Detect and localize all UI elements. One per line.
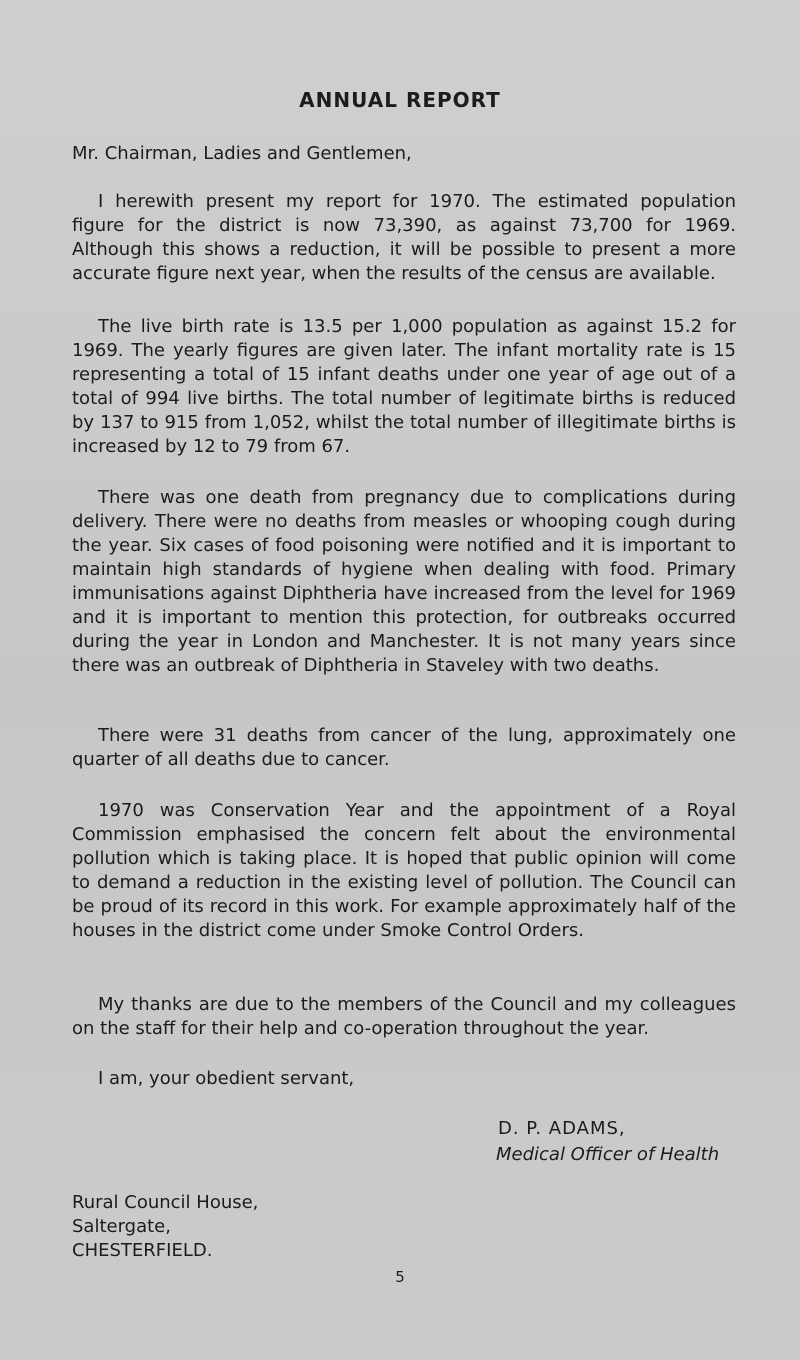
address-line: CHESTERFIELD.	[72, 1240, 213, 1261]
report-title: ANNUAL REPORT	[299, 88, 501, 112]
paragraph-birth-rate: The live birth rate is 13.5 per 1,000 population as against 15.2 for 1969. The yearly figures are given later. The infant mortality rate is 15 representing a total of 15 infant deaths under one year of age out of a total of 994 live births. The total number of legitimate births is reduced by 137 to 915 from 1,052, whilst the total number of illegitimate births is increased by 12 to 79 from 67.	[72, 316, 736, 457]
address-block	[72, 1191, 258, 1263]
paragraph-cancer: There were 31 deaths from cancer of the lung, approximately one quarter of all deaths due to cancer.	[72, 725, 736, 770]
paragraph-thanks: My thanks are due to the members of the Council and my colleagues on the staff for their help and co-operation throughout the year.	[72, 994, 736, 1039]
address-line: Rural Council House,	[72, 1192, 259, 1213]
address-line: Saltergate,	[72, 1216, 171, 1237]
signature-block	[496, 1117, 719, 1167]
signatory-title: Medical Officer of Health	[496, 1144, 720, 1165]
paragraph-conservation: 1970 was Conservation Year and the appointment of a Royal Commission emphasised the concern felt about the environmental pollution which is taking place. It is hoped that public opinion will come to demand a reduction in the existing level of pollution. The Council can be proud of its record in this work. For example approximately half of the houses in the district come under Smoke Control Orders.	[72, 800, 736, 941]
paragraph-diseases: There was one death from pregnancy due to complications during delivery. There were no deaths from measles or whooping cough during the year. Six cases of food poisoning were notified and it is important to maintain high standards of hygiene when dealing with food. Primary immunisations against Diphtheria have increased from the level for 1969 and it is important to mention this protection, for outbreaks occurred during the year in London and Manchester. It is not many years since there was an outbreak of Diphtheria in Staveley with two deaths.	[72, 487, 736, 676]
page-number: 5	[395, 1268, 405, 1286]
paragraph-population: I herewith present my report for 1970. The estimated population figure for the district is now 73,390, as against 73,700 for 1969. Although this shows a reduction, it will be possible to present a more accurate figure next year, when the results of the census are available.	[72, 191, 736, 284]
closing-line: I am, your obedient servant,	[98, 1068, 355, 1089]
salutation: Mr. Chairman, Ladies and Gentlemen,	[72, 143, 412, 164]
signatory-name: D. P. ADAMS,	[498, 1118, 626, 1139]
